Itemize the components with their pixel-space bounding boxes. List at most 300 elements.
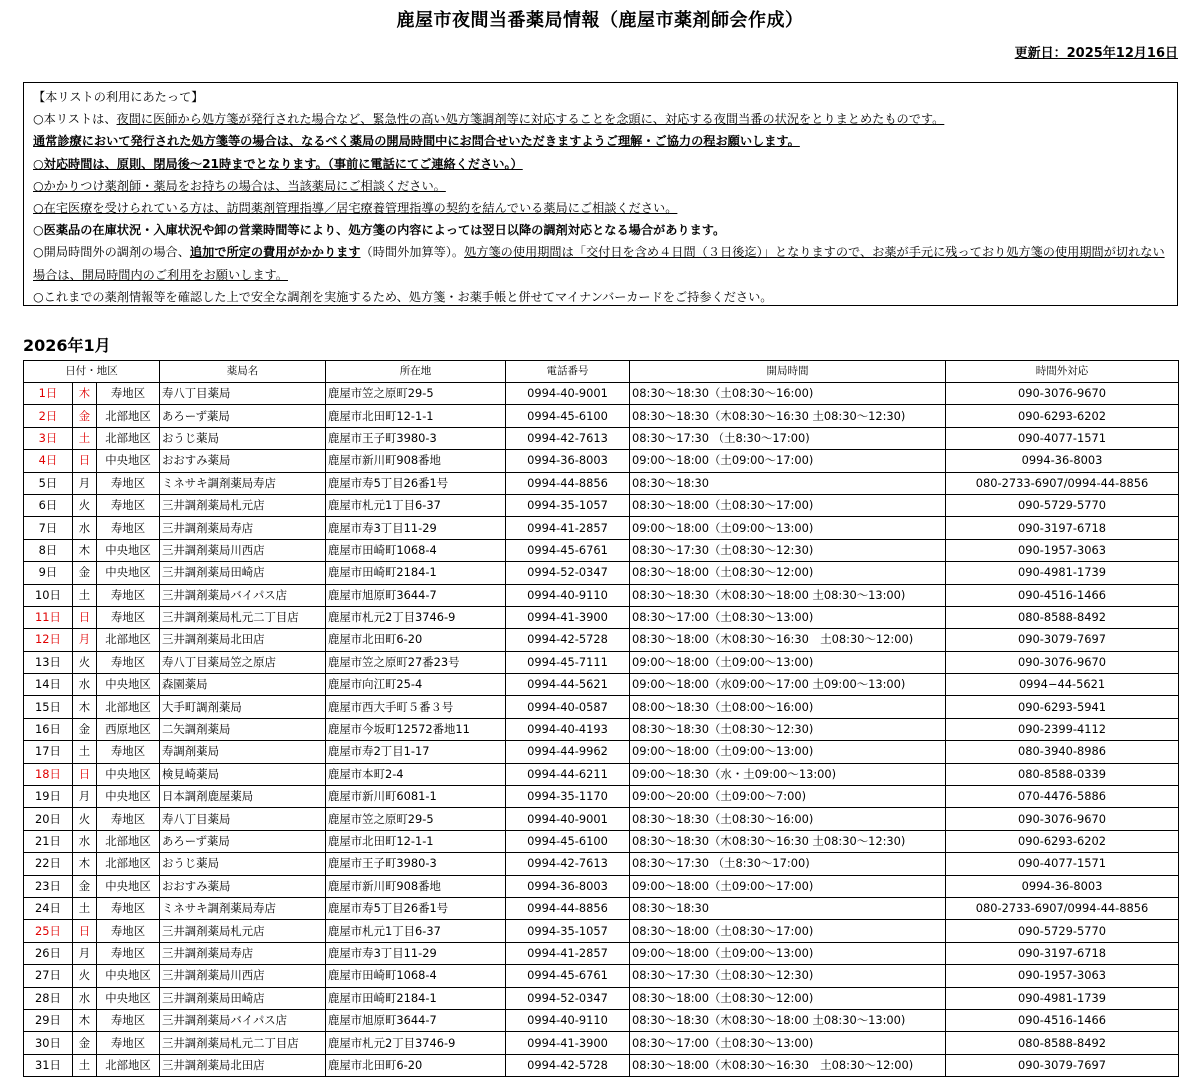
table-row	[24, 383, 1179, 405]
row-after-hours-phone: 090-1957-3063	[946, 965, 1179, 987]
header-phone: 電話番号	[506, 361, 630, 383]
row-after-hours-phone: 080-8588-0339	[946, 763, 1179, 785]
header-pharmacy: 薬局名	[160, 361, 326, 383]
row-phone: 0994-42-7613	[506, 427, 630, 449]
row-area: 寿地区	[97, 741, 160, 763]
row-pharmacy-name: 三井調剤薬局バイパス店	[160, 584, 326, 606]
row-address: 鹿屋市新川町6081-1	[326, 786, 506, 808]
row-area: 北部地区	[97, 629, 160, 651]
row-date: 8日	[24, 539, 73, 561]
row-hours: 08:30～18:30（土08:30～16:00)	[630, 808, 946, 830]
row-weekday: 金	[73, 405, 97, 427]
row-area: 寿地区	[97, 472, 160, 494]
row-area: 中央地区	[97, 987, 160, 1009]
row-area: 寿地区	[97, 584, 160, 606]
row-after-hours-phone: 090-4516-1466	[946, 1009, 1179, 1031]
row-pharmacy-name: ミネサキ調剤薬局寿店	[160, 472, 326, 494]
row-after-hours-phone: 090-4516-1466	[946, 584, 1179, 606]
row-phone: 0994-41-2857	[506, 942, 630, 964]
row-date: 20日	[24, 808, 73, 830]
header-after-hours: 時間外対応	[946, 361, 1179, 383]
table-row	[24, 1009, 1179, 1031]
row-after-hours-phone: 090-6293-5941	[946, 696, 1179, 718]
row-address: 鹿屋市寿5丁目26番1号	[326, 897, 506, 919]
row-after-hours-phone: 090-2399-4112	[946, 718, 1179, 740]
header-date-area: 日付・地区	[24, 361, 160, 383]
row-pharmacy-name: おうじ薬局	[160, 427, 326, 449]
row-address: 鹿屋市新川町908番地	[326, 450, 506, 472]
row-hours: 08:30～18:30（土08:30～16:00)	[630, 383, 946, 405]
row-area: 北部地区	[97, 853, 160, 875]
row-area: 寿地区	[97, 920, 160, 942]
row-after-hours-phone: 090-3079-7697	[946, 629, 1179, 651]
row-date: 10日	[24, 584, 73, 606]
row-weekday: 木	[73, 853, 97, 875]
row-phone: 0994-42-5728	[506, 629, 630, 651]
row-date: 22日	[24, 853, 73, 875]
row-pharmacy-name: 三井調剤薬局田崎店	[160, 987, 326, 1009]
row-weekday: 日	[73, 450, 97, 472]
row-address: 鹿屋市寿5丁目26番1号	[326, 472, 506, 494]
row-pharmacy-name: 寿調剤薬局	[160, 741, 326, 763]
row-pharmacy-name: 三井調剤薬局寿店	[160, 942, 326, 964]
row-date: 18日	[24, 763, 73, 785]
page-title: 鹿屋市夜間当番薬局情報（鹿屋市薬剤師会作成）	[396, 10, 804, 31]
row-address: 鹿屋市田崎町1068-4	[326, 539, 506, 561]
row-phone: 0994-40-4193	[506, 718, 630, 740]
row-weekday: 土	[73, 1054, 97, 1076]
row-hours: 09:00～18:00（土09:00～13:00)	[630, 741, 946, 763]
row-after-hours-phone: 090-3076-9670	[946, 383, 1179, 405]
row-weekday: 土	[73, 584, 97, 606]
row-date: 6日	[24, 494, 73, 516]
row-pharmacy-name: 三井調剤薬局札元店	[160, 494, 326, 516]
row-after-hours-phone: 080-2733-6907/0994-44-8856	[946, 472, 1179, 494]
row-pharmacy-name: あろーず薬局	[160, 830, 326, 852]
row-date: 27日	[24, 965, 73, 987]
row-date: 1日	[24, 383, 73, 405]
row-pharmacy-name: 寿八丁目薬局	[160, 383, 326, 405]
row-weekday: 月	[73, 472, 97, 494]
row-pharmacy-name: 検見崎薬局	[160, 763, 326, 785]
row-pharmacy-name: 寿八丁目薬局笠之原店	[160, 651, 326, 673]
row-date: 21日	[24, 830, 73, 852]
row-pharmacy-name: 寿八丁目薬局	[160, 808, 326, 830]
notice-line-4: ○かかりつけ薬剤師・薬局をお持ちの場合は、当該薬局にご相談ください。	[33, 178, 446, 193]
table-row	[24, 696, 1179, 718]
row-address: 鹿屋市笠之原町27番23号	[326, 651, 506, 673]
row-area: 中央地区	[97, 786, 160, 808]
row-address: 鹿屋市本町2-4	[326, 763, 506, 785]
row-hours: 09:00～18:00（土09:00～13:00)	[630, 942, 946, 964]
row-hours: 08:30～18:00（土08:30～12:00)	[630, 987, 946, 1009]
row-phone: 0994-36-8003	[506, 450, 630, 472]
row-hours: 09:00～18:00（土09:00～13:00)	[630, 651, 946, 673]
row-phone: 0994-52-0347	[506, 987, 630, 1009]
row-area: 中央地区	[97, 539, 160, 561]
row-phone: 0994-44-9962	[506, 741, 630, 763]
notice-line-3: ○対応時間は、原則、閉局後～21時までとなります。（事前に電話にてご連絡ください。）	[33, 156, 523, 171]
row-address: 鹿屋市北田町12-1-1	[326, 405, 506, 427]
row-hours: 08:30～18:00（土08:30～17:00)	[630, 920, 946, 942]
row-hours: 09:00～18:30（水・土09:00～13:00)	[630, 763, 946, 785]
row-address: 鹿屋市田崎町2184-1	[326, 562, 506, 584]
row-pharmacy-name: 三井調剤薬局寿店	[160, 517, 326, 539]
notice-line-5: ○在宅医療を受けられている方は、訪問薬剤管理指導／居宅療養管理指導の契約を結んでいる薬局にご相談ください。	[33, 201, 678, 216]
row-pharmacy-name: 大手町調剤薬局	[160, 696, 326, 718]
row-date: 5日	[24, 472, 73, 494]
row-hours: 08:30～18:30（木08:30～18:00 土08:30～13:00)	[630, 1009, 946, 1031]
row-phone: 0994-45-6100	[506, 405, 630, 427]
row-hours: 08:30～18:00（木08:30～16:30 土08:30～12:00)	[630, 1054, 946, 1076]
row-phone: 0994-42-7613	[506, 853, 630, 875]
duty-pharmacy-table	[23, 360, 1179, 1077]
row-hours: 08:30～18:00（土08:30～12:00)	[630, 562, 946, 584]
row-pharmacy-name: おうじ薬局	[160, 853, 326, 875]
table-row	[24, 853, 1179, 875]
row-address: 鹿屋市北田町12-1-1	[326, 830, 506, 852]
row-after-hours-phone: 090-5729-5770	[946, 920, 1179, 942]
row-pharmacy-name: おおすみ薬局	[160, 450, 326, 472]
row-date: 29日	[24, 1009, 73, 1031]
table-row	[24, 808, 1179, 830]
row-after-hours-phone: 080-8588-8492	[946, 1032, 1179, 1054]
row-after-hours-phone: 090-3197-6718	[946, 942, 1179, 964]
row-after-hours-phone: 080-3940-8986	[946, 741, 1179, 763]
row-pharmacy-name: 日本調剤鹿屋薬局	[160, 786, 326, 808]
row-area: 中央地区	[97, 674, 160, 696]
table-row	[24, 965, 1179, 987]
row-after-hours-phone: 090-3076-9670	[946, 651, 1179, 673]
table-row	[24, 584, 1179, 606]
row-weekday: 土	[73, 427, 97, 449]
row-weekday: 月	[73, 629, 97, 651]
row-hours: 08:30～18:00（木08:30～16:30 土08:30～12:00)	[630, 629, 946, 651]
row-pharmacy-name: 三井調剤薬局北田店	[160, 629, 326, 651]
row-after-hours-phone: 090-6293-6202	[946, 405, 1179, 427]
row-phone: 0994-35-1057	[506, 494, 630, 516]
table-row	[24, 1054, 1179, 1076]
row-phone: 0994-44-5621	[506, 674, 630, 696]
row-date: 9日	[24, 562, 73, 584]
row-hours: 08:30～17:30（土08:30～12:30)	[630, 539, 946, 561]
table-row	[24, 718, 1179, 740]
row-phone: 0994-40-0587	[506, 696, 630, 718]
row-date: 12日	[24, 629, 73, 651]
row-area: 寿地区	[97, 494, 160, 516]
notice-line-8: ○これまでの薬剤情報等を確認した上で安全な調剤を実施するため、処方箋・お薬手帳と併せてマイナンバーカードをご持参ください。	[33, 289, 773, 304]
row-phone: 0994-40-9001	[506, 383, 630, 405]
row-phone: 0994-41-3900	[506, 606, 630, 628]
row-hours: 08:30～17:00（土08:30～13:00)	[630, 606, 946, 628]
row-weekday: 火	[73, 494, 97, 516]
row-date: 2日	[24, 405, 73, 427]
row-phone: 0994-40-9110	[506, 584, 630, 606]
row-hours: 08:30～18:30	[630, 472, 946, 494]
notice-line-1: ○本リストは、夜間に医師から処方箋が発行された場合など、緊急性の高い処方箋調剤等に対応することを念頭に、対応する夜間当番の状況をとりまとめたものです。	[33, 112, 945, 127]
row-hours: 08:30～18:30（木08:30～16:30 土08:30～12:30)	[630, 405, 946, 427]
month-label: 2026年1月	[23, 336, 111, 355]
row-address: 鹿屋市寿3丁目11-29	[326, 517, 506, 539]
row-phone: 0994-52-0347	[506, 562, 630, 584]
row-hours: 09:00～18:00（土09:00～17:00)	[630, 450, 946, 472]
row-weekday: 金	[73, 718, 97, 740]
table-row	[24, 987, 1179, 1009]
row-area: 中央地区	[97, 450, 160, 472]
table-row	[24, 741, 1179, 763]
row-weekday: 木	[73, 696, 97, 718]
row-date: 28日	[24, 987, 73, 1009]
row-area: 寿地区	[97, 651, 160, 673]
row-hours: 09:00～18:00（土09:00～13:00)	[630, 517, 946, 539]
row-date: 16日	[24, 718, 73, 740]
row-area: 中央地区	[97, 562, 160, 584]
row-area: 北部地区	[97, 696, 160, 718]
table-row	[24, 606, 1179, 628]
row-hours: 08:30～18:30	[630, 897, 946, 919]
row-hours: 08:30～18:30（木08:30～16:30 土08:30～12:30)	[630, 830, 946, 852]
row-area: 寿地区	[97, 1009, 160, 1031]
row-address: 鹿屋市旭原町3644-7	[326, 1009, 506, 1031]
row-area: 寿地区	[97, 808, 160, 830]
row-after-hours-phone: 0994-36-8003	[946, 875, 1179, 897]
header-address: 所在地	[326, 361, 506, 383]
row-phone: 0994-45-6761	[506, 965, 630, 987]
row-pharmacy-name: ミネサキ調剤薬局寿店	[160, 897, 326, 919]
row-area: 西原地区	[97, 718, 160, 740]
row-address: 鹿屋市旭原町3644-7	[326, 584, 506, 606]
row-date: 3日	[24, 427, 73, 449]
row-date: 31日	[24, 1054, 73, 1076]
row-after-hours-phone: 090-4981-1739	[946, 987, 1179, 1009]
table-row	[24, 427, 1179, 449]
row-date: 11日	[24, 606, 73, 628]
row-date: 19日	[24, 786, 73, 808]
row-hours: 08:30～18:30（土08:30～12:30)	[630, 718, 946, 740]
row-phone: 0994-44-8856	[506, 897, 630, 919]
row-pharmacy-name: 三井調剤薬局田崎店	[160, 562, 326, 584]
row-address: 鹿屋市王子町3980-3	[326, 853, 506, 875]
row-address: 鹿屋市札元1丁目6-37	[326, 494, 506, 516]
table-row	[24, 1032, 1179, 1054]
row-hours: 08:30～17:30 （土8:30～17:00)	[630, 427, 946, 449]
row-hours: 09:00～18:00（水09:00～17:00 土09:00～13:00)	[630, 674, 946, 696]
row-phone: 0994-35-1057	[506, 920, 630, 942]
row-weekday: 水	[73, 517, 97, 539]
row-address: 鹿屋市今坂町12572番地11	[326, 718, 506, 740]
row-address: 鹿屋市田崎町1068-4	[326, 965, 506, 987]
table-row	[24, 472, 1179, 494]
row-weekday: 水	[73, 987, 97, 1009]
row-date: 24日	[24, 897, 73, 919]
row-area: 寿地区	[97, 383, 160, 405]
row-address: 鹿屋市向江町25-4	[326, 674, 506, 696]
row-after-hours-phone: 070-4476-5886	[946, 786, 1179, 808]
row-phone: 0994-45-6761	[506, 539, 630, 561]
row-address: 鹿屋市北田町6-20	[326, 629, 506, 651]
row-phone: 0994-45-7111	[506, 651, 630, 673]
row-pharmacy-name: 三井調剤薬局札元二丁目店	[160, 1032, 326, 1054]
row-weekday: 火	[73, 965, 97, 987]
row-after-hours-phone: 0994−44-5621	[946, 674, 1179, 696]
row-weekday: 日	[73, 920, 97, 942]
row-date: 25日	[24, 920, 73, 942]
row-hours: 08:30～17:30（土08:30～12:30)	[630, 965, 946, 987]
row-weekday: 日	[73, 606, 97, 628]
notice-heading: 【本リストの利用にあたって】	[33, 90, 204, 104]
row-after-hours-phone: 080-2733-6907/0994-44-8856	[946, 897, 1179, 919]
row-phone: 0994-44-6211	[506, 763, 630, 785]
usage-notice-box	[23, 82, 1178, 306]
table-row	[24, 629, 1179, 651]
row-area: 寿地区	[97, 1032, 160, 1054]
row-area: 北部地区	[97, 830, 160, 852]
table-row	[24, 450, 1179, 472]
row-after-hours-phone: 090-6293-6202	[946, 830, 1179, 852]
row-address: 鹿屋市笠之原町29-5	[326, 383, 506, 405]
row-area: 中央地区	[97, 965, 160, 987]
row-address: 鹿屋市札元2丁目3746-9	[326, 606, 506, 628]
updated-date: 更新日：2025年12月16日	[1014, 46, 1178, 61]
row-area: 中央地区	[97, 875, 160, 897]
row-date: 13日	[24, 651, 73, 673]
row-area: 北部地区	[97, 405, 160, 427]
row-address: 鹿屋市札元1丁目6-37	[326, 920, 506, 942]
row-phone: 0994-45-6100	[506, 830, 630, 852]
notice-line-7: ○開局時間外の調剤の場合、追加で所定の費用がかかります（時間外加算等）。処方箋の使用期間は「交付日を含め４日間（３日後迄）」となりますので、お薬が手元に残っており処方箋の使用期間が切れない場合は、開局時間内のご利用をお願いします。	[33, 245, 1165, 282]
row-hours: 08:30～18:00（土08:30～17:00)	[630, 494, 946, 516]
table-header-row	[24, 361, 1179, 383]
row-weekday: 木	[73, 1009, 97, 1031]
row-address: 鹿屋市田崎町2184-1	[326, 987, 506, 1009]
table-row	[24, 786, 1179, 808]
row-area: 北部地区	[97, 427, 160, 449]
row-address: 鹿屋市札元2丁目3746-9	[326, 1032, 506, 1054]
row-date: 26日	[24, 942, 73, 964]
row-weekday: 水	[73, 830, 97, 852]
row-pharmacy-name: 二矢調剤薬局	[160, 718, 326, 740]
notice-line-2: 通常診療において発行された処方箋等の場合は、なるべく薬局の開局時間中にお問合せいただきますようご理解・ご協力の程お願いします。	[33, 134, 800, 149]
row-pharmacy-name: 三井調剤薬局バイパス店	[160, 1009, 326, 1031]
row-area: 寿地区	[97, 517, 160, 539]
row-date: 15日	[24, 696, 73, 718]
table-row	[24, 405, 1179, 427]
row-weekday: 土	[73, 897, 97, 919]
table-row	[24, 942, 1179, 964]
row-date: 4日	[24, 450, 73, 472]
row-address: 鹿屋市西大手町５番３号	[326, 696, 506, 718]
row-weekday: 金	[73, 1032, 97, 1054]
row-after-hours-phone: 0994-36-8003	[946, 450, 1179, 472]
table-row	[24, 539, 1179, 561]
row-after-hours-phone: 090-5729-5770	[946, 494, 1179, 516]
table-row	[24, 562, 1179, 584]
row-phone: 0994-40-9001	[506, 808, 630, 830]
table-row	[24, 494, 1179, 516]
row-pharmacy-name: あろーず薬局	[160, 405, 326, 427]
table-row	[24, 517, 1179, 539]
row-address: 鹿屋市北田町6-20	[326, 1054, 506, 1076]
row-date: 14日	[24, 674, 73, 696]
row-date: 17日	[24, 741, 73, 763]
row-weekday: 火	[73, 808, 97, 830]
row-after-hours-phone: 090-4077-1571	[946, 853, 1179, 875]
row-area: 北部地区	[97, 1054, 160, 1076]
row-hours: 08:00～18:30（土08:00～16:00)	[630, 696, 946, 718]
table-row	[24, 763, 1179, 785]
row-phone: 0994-42-5728	[506, 1054, 630, 1076]
row-phone: 0994-41-2857	[506, 517, 630, 539]
row-hours: 09:00～20:00（土09:00～7:00)	[630, 786, 946, 808]
row-weekday: 金	[73, 875, 97, 897]
row-after-hours-phone: 090-3076-9670	[946, 808, 1179, 830]
row-hours: 09:00～18:00（土09:00～17:00)	[630, 875, 946, 897]
row-hours: 08:30～18:30（木08:30～18:00 土08:30～13:00)	[630, 584, 946, 606]
row-weekday: 月	[73, 942, 97, 964]
row-address: 鹿屋市寿3丁目11-29	[326, 942, 506, 964]
row-weekday: 木	[73, 383, 97, 405]
row-address: 鹿屋市王子町3980-3	[326, 427, 506, 449]
row-pharmacy-name: おおすみ薬局	[160, 875, 326, 897]
row-after-hours-phone: 090-4077-1571	[946, 427, 1179, 449]
row-area: 寿地区	[97, 606, 160, 628]
row-phone: 0994-41-3900	[506, 1032, 630, 1054]
table-row	[24, 830, 1179, 852]
row-date: 23日	[24, 875, 73, 897]
row-after-hours-phone: 090-1957-3063	[946, 539, 1179, 561]
row-phone: 0994-40-9110	[506, 1009, 630, 1031]
row-weekday: 日	[73, 763, 97, 785]
row-phone: 0994-36-8003	[506, 875, 630, 897]
table-row	[24, 674, 1179, 696]
row-weekday: 水	[73, 674, 97, 696]
row-pharmacy-name: 森園薬局	[160, 674, 326, 696]
row-weekday: 土	[73, 741, 97, 763]
row-after-hours-phone: 080-8588-8492	[946, 606, 1179, 628]
row-hours: 08:30～17:30 （土8:30～17:00)	[630, 853, 946, 875]
notice-line-6: ○医薬品の在庫状況・入庫状況や卸の営業時間等により、処方箋の内容によっては翌日以降の調剤対応となる場合があります。	[33, 223, 726, 238]
row-pharmacy-name: 三井調剤薬局川西店	[160, 539, 326, 561]
row-address: 鹿屋市笠之原町29-5	[326, 808, 506, 830]
table-row	[24, 651, 1179, 673]
row-weekday: 金	[73, 562, 97, 584]
row-phone: 0994-44-8856	[506, 472, 630, 494]
row-phone: 0994-35-1170	[506, 786, 630, 808]
row-area: 寿地区	[97, 942, 160, 964]
table-row	[24, 897, 1179, 919]
row-after-hours-phone: 090-3079-7697	[946, 1054, 1179, 1076]
header-hours: 開局時間	[630, 361, 946, 383]
table-row	[24, 875, 1179, 897]
row-date: 7日	[24, 517, 73, 539]
row-after-hours-phone: 090-3197-6718	[946, 517, 1179, 539]
row-hours: 08:30～17:00（土08:30～13:00)	[630, 1032, 946, 1054]
row-address: 鹿屋市寿2丁目1-17	[326, 741, 506, 763]
row-weekday: 木	[73, 539, 97, 561]
row-area: 中央地区	[97, 763, 160, 785]
row-pharmacy-name: 三井調剤薬局札元店	[160, 920, 326, 942]
row-weekday: 月	[73, 786, 97, 808]
row-after-hours-phone: 090-4981-1739	[946, 562, 1179, 584]
table-row	[24, 920, 1179, 942]
row-address: 鹿屋市新川町908番地	[326, 875, 506, 897]
row-area: 寿地区	[97, 897, 160, 919]
row-date: 30日	[24, 1032, 73, 1054]
row-pharmacy-name: 三井調剤薬局北田店	[160, 1054, 326, 1076]
row-pharmacy-name: 三井調剤薬局札元二丁目店	[160, 606, 326, 628]
row-pharmacy-name: 三井調剤薬局川西店	[160, 965, 326, 987]
row-weekday: 火	[73, 651, 97, 673]
